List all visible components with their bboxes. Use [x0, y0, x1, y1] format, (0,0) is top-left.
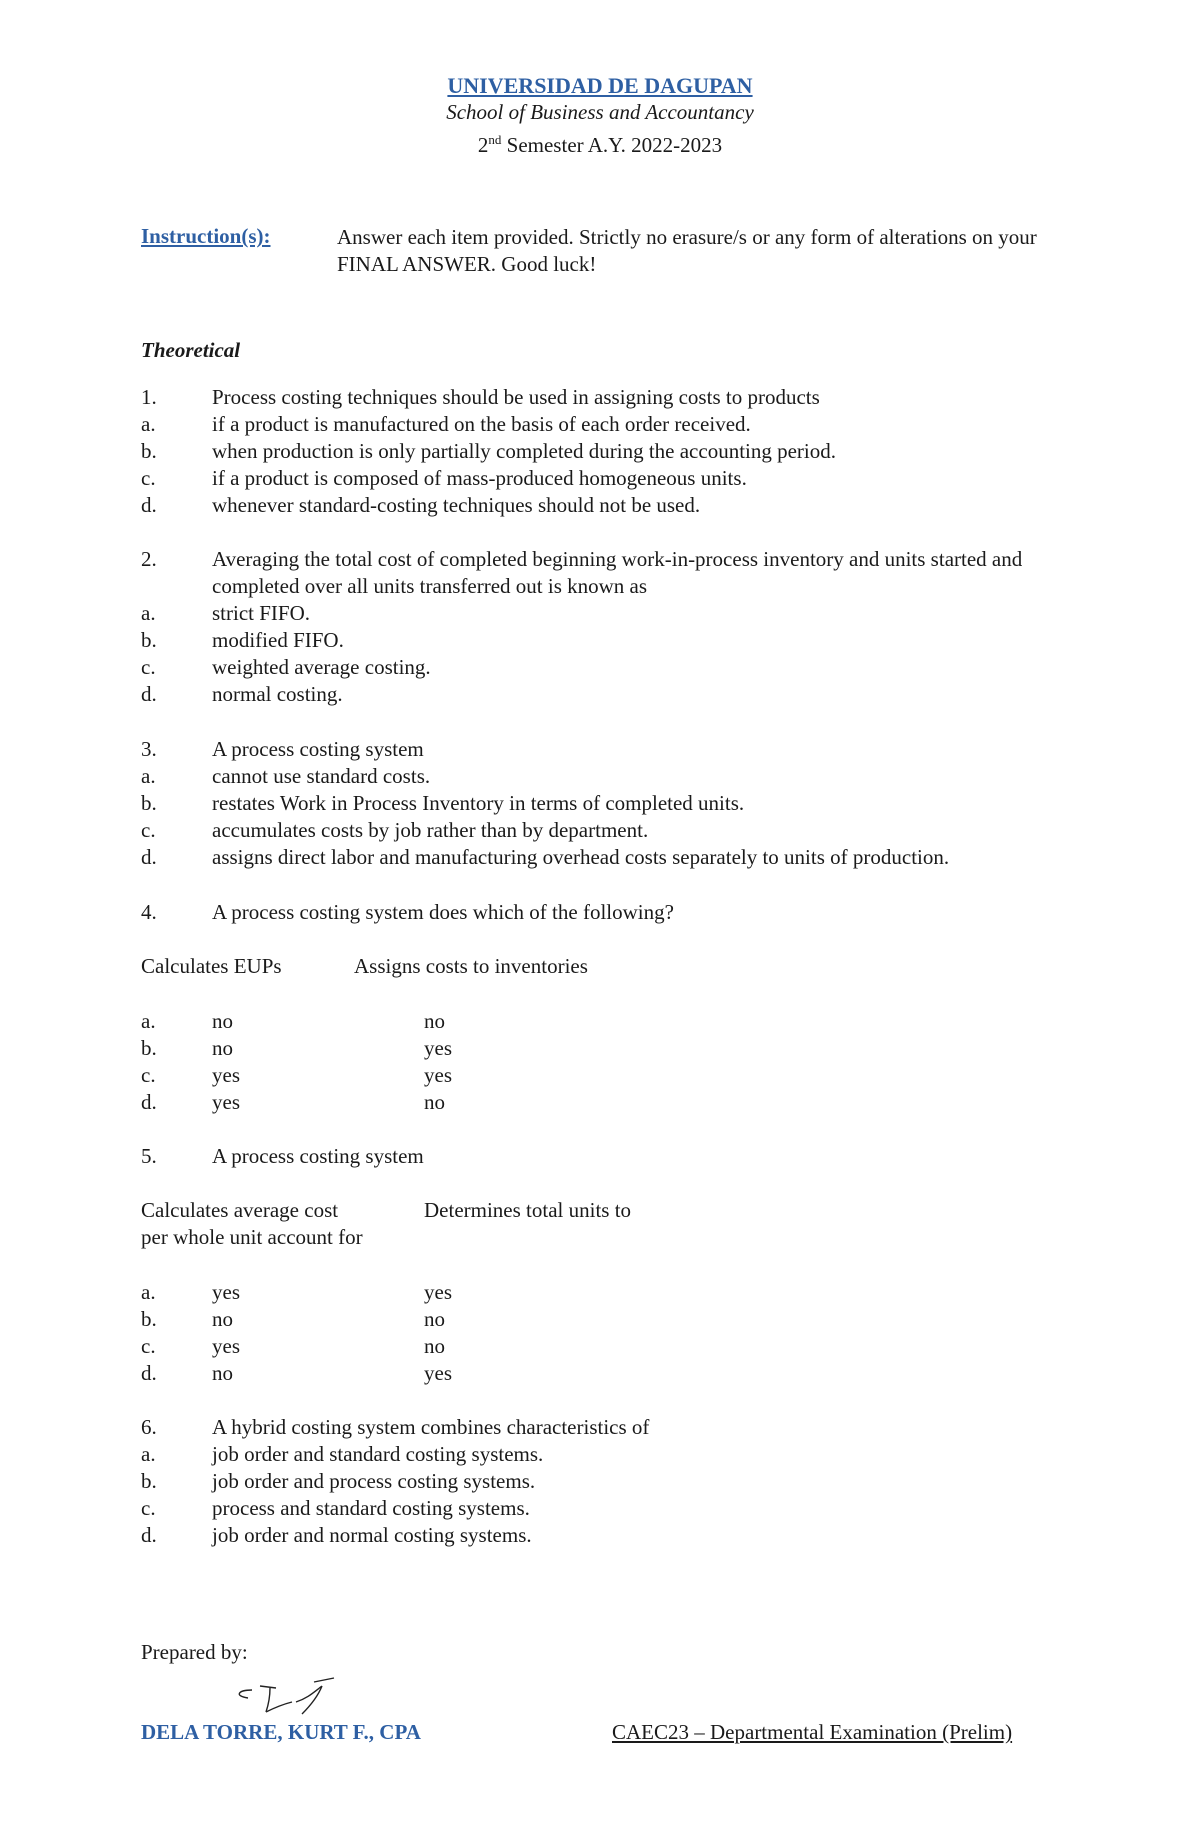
instructions-text: Answer each item provided. Strictly no erasure/s or any form of alterations on your FINAL ANSWER. Good luck! [337, 225, 1037, 276]
section-title: Theoretical [141, 338, 241, 362]
question-1 [141, 384, 1071, 519]
option-a [141, 1441, 1071, 1468]
option-letter: c. [141, 1496, 156, 1520]
option-letter: d. [141, 682, 157, 706]
option-letter: c. [141, 466, 156, 490]
option-letter: b. [141, 791, 157, 815]
option-a [141, 411, 1071, 438]
option-a [141, 600, 1071, 627]
option-letter: a. [141, 412, 156, 436]
option-b [141, 438, 1071, 465]
signature-image [230, 1668, 360, 1720]
option-c [141, 1495, 1071, 1522]
option-a [141, 1279, 452, 1306]
option-letter: a. [141, 1442, 156, 1466]
q5-col2-header: Determines total units to [424, 1198, 632, 1222]
option-letter: a. [141, 764, 156, 788]
option-b [141, 790, 1071, 817]
option-a [141, 763, 1071, 790]
option-col1: yes [212, 1090, 240, 1114]
option-text: if a product is manufactured on the basis of each order received. [212, 412, 751, 436]
prepared-by-label: Prepared by: [141, 1640, 248, 1664]
option-letter: b. [141, 1036, 157, 1060]
q4-column-headers [141, 953, 588, 980]
option-letter: c. [141, 1334, 156, 1358]
option-letter: b. [141, 1469, 157, 1493]
semester-text: Semester A.Y. 2022-2023 [501, 133, 723, 157]
q5-col1-header-line2: per whole unit account for [141, 1225, 363, 1249]
option-text: modified FIFO. [212, 628, 344, 652]
question-2 [141, 546, 1071, 708]
option-text: restates Work in Process Inventory in terms of completed units. [212, 791, 745, 815]
option-d [141, 681, 1071, 708]
question-text: A hybrid costing system combines characteristics of [212, 1415, 650, 1439]
option-col1: no [212, 1361, 233, 1385]
option-col2: no [424, 1090, 445, 1114]
question-number: 1. [141, 385, 157, 409]
option-letter: a. [141, 1009, 156, 1033]
option-letter: d. [141, 845, 157, 869]
question-text: Averaging the total cost of completed beginning work-in-process inventory and units started and completed over all units transferred out is known as [212, 547, 1023, 598]
option-text: whenever standard-costing techniques should not be used. [212, 493, 701, 517]
question-number: 6. [141, 1415, 157, 1439]
option-a [141, 1008, 452, 1035]
option-b [141, 1306, 452, 1333]
option-text: assigns direct labor and manufacturing overhead costs separately to units of production. [212, 845, 950, 869]
option-col1: no [212, 1307, 233, 1331]
option-c [141, 654, 1071, 681]
question-number: 4. [141, 900, 157, 924]
document-header [0, 72, 1200, 159]
option-letter: d. [141, 1090, 157, 1114]
option-col2: no [424, 1009, 445, 1033]
semester-line [0, 126, 1200, 159]
option-col2: yes [424, 1063, 452, 1087]
option-col2: no [424, 1307, 445, 1331]
school-name: School of Business and Accountancy [446, 100, 754, 124]
q5-column-headers [141, 1197, 632, 1251]
option-d [141, 492, 1071, 519]
option-letter: a. [141, 601, 156, 625]
option-text: when production is only partially completed during the accounting period. [212, 439, 837, 463]
instructions-label: Instruction(s): [141, 224, 271, 248]
preparer-name: DELA TORRE, KURT F., CPA [141, 1720, 421, 1744]
option-letter: d. [141, 1523, 157, 1547]
option-text: job order and process costing systems. [212, 1469, 536, 1493]
q4-col2-header: Assigns costs to inventories [354, 954, 588, 978]
option-col2: yes [424, 1361, 452, 1385]
option-letter: a. [141, 1280, 156, 1304]
option-col2: yes [424, 1036, 452, 1060]
question-4 [141, 899, 1071, 926]
option-c [141, 817, 1071, 844]
option-col1: yes [212, 1280, 240, 1304]
question-number: 3. [141, 737, 157, 761]
option-letter: c. [141, 818, 156, 842]
question-text: Process costing techniques should be used in assigning costs to products [212, 385, 820, 409]
option-col2: yes [424, 1280, 452, 1304]
q4-col1-header: Calculates EUPs [141, 954, 282, 978]
option-d [141, 844, 1071, 871]
option-text: normal costing. [212, 682, 343, 706]
option-b [141, 1035, 452, 1062]
question-number: 2. [141, 547, 157, 571]
semester-number: 2 [477, 133, 489, 157]
option-letter: d. [141, 493, 157, 517]
option-d [141, 1360, 452, 1387]
question-text: A process costing system [212, 1144, 424, 1168]
q5-options-table [141, 1279, 452, 1387]
university-name: UNIVERSIDAD DE DAGUPAN [447, 73, 753, 98]
option-c [141, 1062, 452, 1089]
option-text: accumulates costs by job rather than by department. [212, 818, 649, 842]
option-text: cannot use standard costs. [212, 764, 431, 788]
option-b [141, 1468, 1071, 1495]
q5-col1-header-line1: Calculates average cost [141, 1198, 339, 1222]
option-b [141, 627, 1071, 654]
question-3 [141, 736, 1071, 871]
option-text: process and standard costing systems. [212, 1496, 530, 1520]
option-letter: c. [141, 1063, 156, 1087]
option-c [141, 465, 1071, 492]
option-text: strict FIFO. [212, 601, 311, 625]
question-5 [141, 1143, 1071, 1170]
option-d [141, 1522, 1071, 1549]
option-c [141, 1333, 452, 1360]
question-text: A process costing system [212, 737, 424, 761]
semester-ordinal: nd [488, 132, 502, 147]
option-col1: yes [212, 1334, 240, 1358]
option-letter: c. [141, 655, 156, 679]
question-text: A process costing system does which of the following? [212, 900, 674, 924]
option-text: weighted average costing. [212, 655, 431, 679]
question-6 [141, 1414, 1071, 1549]
option-letter: d. [141, 1361, 157, 1385]
option-col1: no [212, 1036, 233, 1060]
q4-options-table [141, 1008, 452, 1116]
exam-code: CAEC23 – Departmental Examination (Prelim) [612, 1720, 1013, 1744]
option-letter: b. [141, 628, 157, 652]
option-col1: no [212, 1009, 233, 1033]
option-col1: yes [212, 1063, 240, 1087]
option-text: if a product is composed of mass-produced homogeneous units. [212, 466, 747, 490]
option-letter: b. [141, 1307, 157, 1331]
option-col2: no [424, 1334, 445, 1358]
option-text: job order and normal costing systems. [212, 1523, 532, 1547]
option-text: job order and standard costing systems. [212, 1442, 544, 1466]
option-letter: b. [141, 439, 157, 463]
option-d [141, 1089, 452, 1116]
question-number: 5. [141, 1144, 157, 1168]
